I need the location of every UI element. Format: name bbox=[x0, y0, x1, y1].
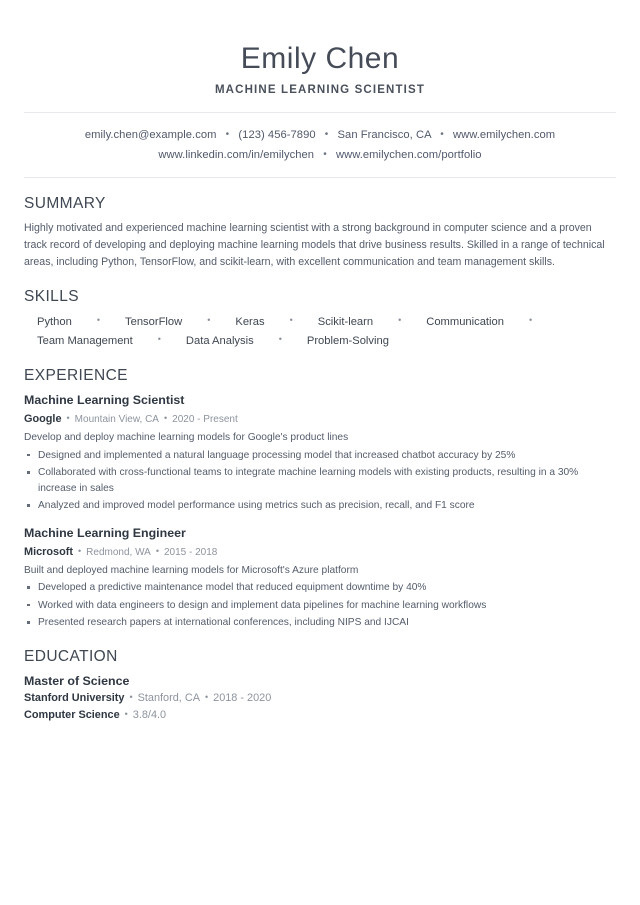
job-position: Machine Learning Engineer bbox=[24, 525, 186, 540]
list-item: Presented research papers at international conferences, including NIPS and IJCAI bbox=[24, 615, 616, 631]
contact-line-secondary bbox=[24, 145, 616, 166]
bullet-separator-icon: • bbox=[78, 545, 82, 556]
education-field-line bbox=[24, 707, 616, 724]
section-title-education: EDUCATION bbox=[24, 647, 118, 665]
bullet-separator-icon: • bbox=[324, 128, 329, 140]
header-divider-bottom bbox=[24, 177, 616, 178]
list-item: Analyzed and improved model performance using metrics such as precision, recall, and F1 score bbox=[24, 498, 616, 514]
contact-block bbox=[24, 113, 616, 177]
job-position: Machine Learning Scientist bbox=[24, 393, 185, 408]
education-entries bbox=[24, 673, 616, 724]
list-item: Developed a predictive maintenance model that reduced equipment downtime by 40% bbox=[24, 580, 616, 596]
skill-item: Python bbox=[37, 316, 72, 329]
bullet-separator-icon: • bbox=[129, 692, 133, 703]
education-school-line bbox=[24, 690, 616, 707]
experience-entry bbox=[24, 525, 616, 631]
bullet-separator-icon: • bbox=[398, 315, 402, 326]
skill-item: Team Management bbox=[37, 334, 133, 347]
education-gpa: 3.8/4.0 bbox=[132, 708, 167, 721]
job-meta bbox=[24, 544, 616, 560]
job-bullet-list bbox=[24, 580, 616, 631]
skills-list bbox=[24, 313, 616, 350]
resume-header bbox=[24, 0, 616, 96]
bullet-separator-icon: • bbox=[528, 315, 533, 326]
bullet-separator-icon: • bbox=[163, 413, 168, 424]
education-location: Stanford, CA bbox=[137, 692, 200, 705]
contact-phone[interactable]: (123) 456-7890 bbox=[238, 128, 316, 141]
bullet-separator-icon: • bbox=[289, 315, 293, 326]
job-company: Google bbox=[24, 413, 62, 426]
section-education bbox=[24, 648, 616, 724]
skill-item: TensorFlow bbox=[125, 316, 183, 329]
bullet-separator-icon: • bbox=[323, 149, 327, 161]
skill-item: Communication bbox=[426, 316, 504, 329]
bullet-separator-icon: • bbox=[96, 315, 100, 326]
education-school: Stanford University bbox=[24, 692, 125, 705]
section-title-experience: EXPERIENCE bbox=[24, 367, 128, 385]
job-company: Microsoft bbox=[24, 545, 74, 558]
contact-location: San Francisco, CA bbox=[337, 128, 432, 141]
bullet-separator-icon: • bbox=[440, 128, 444, 140]
list-item: Designed and implemented a natural language processing model that increased chatbot accuracy by 25% bbox=[24, 448, 616, 464]
list-item: Collaborated with cross-functional teams to integrate machine learning models with existing products, resulting in a 30% increase in sales bbox=[24, 465, 616, 496]
contact-linkedin[interactable]: www.linkedin.com/in/emilychen bbox=[158, 149, 315, 162]
list-item: Worked with data engineers to design and implement data pipelines for machine learning workflows bbox=[24, 598, 616, 614]
education-field: Computer Science bbox=[24, 708, 120, 721]
section-title-summary: SUMMARY bbox=[24, 194, 106, 212]
education-entry bbox=[24, 673, 616, 724]
bullet-separator-icon: • bbox=[207, 315, 211, 326]
job-description: Develop and deploy machine learning models for Google's product lines bbox=[24, 432, 349, 444]
bullet-separator-icon: • bbox=[66, 413, 70, 424]
contact-line-primary bbox=[24, 125, 616, 146]
job-bullet-list bbox=[24, 448, 616, 514]
skill-item: Data Analysis bbox=[185, 334, 254, 347]
education-dates: 2018 - 2020 bbox=[213, 692, 272, 705]
skill-item: Problem-Solving bbox=[306, 334, 389, 347]
bullet-separator-icon: • bbox=[157, 333, 161, 344]
education-degree: Master of Science bbox=[24, 673, 130, 688]
page-title: Emily Chen bbox=[240, 42, 400, 75]
section-title-skills: SKILLS bbox=[24, 288, 79, 306]
bullet-separator-icon: • bbox=[155, 545, 159, 556]
job-meta bbox=[24, 411, 616, 427]
summary-text: Highly motivated and experienced machine learning scientist with a strong background in computer science and a proven track record of developing and deploying machine learning models that drive business results. Skilled in a range of technical areas, including Python, TensorFlow, and scikit-learn, with excellent communication and team management skills. bbox=[24, 221, 605, 269]
section-summary bbox=[24, 195, 616, 271]
section-experience bbox=[24, 367, 616, 630]
job-dates: 2020 - Present bbox=[172, 414, 238, 426]
experience-entries bbox=[24, 392, 616, 630]
section-skills bbox=[24, 288, 616, 350]
experience-entry bbox=[24, 392, 616, 513]
contact-portfolio[interactable]: www.emilychen.com/portfolio bbox=[335, 149, 482, 162]
professional-title: MACHINE LEARNING SCIENTIST bbox=[214, 83, 426, 96]
job-location: Redmond, WA bbox=[86, 546, 151, 558]
job-location: Mountain View, CA bbox=[74, 414, 159, 426]
contact-website[interactable]: www.emilychen.com bbox=[452, 128, 556, 141]
bullet-separator-icon: • bbox=[225, 128, 230, 140]
skill-item: Scikit-learn bbox=[317, 316, 374, 329]
contact-email[interactable]: emily.chen@example.com bbox=[84, 128, 217, 141]
bullet-separator-icon: • bbox=[204, 692, 209, 703]
bullet-separator-icon: • bbox=[124, 708, 128, 719]
job-description: Built and deployed machine learning models for Microsoft's Azure platform bbox=[24, 564, 359, 576]
skill-item: Keras bbox=[235, 316, 265, 329]
job-dates: 2015 - 2018 bbox=[163, 546, 218, 558]
bullet-separator-icon: • bbox=[278, 333, 282, 344]
